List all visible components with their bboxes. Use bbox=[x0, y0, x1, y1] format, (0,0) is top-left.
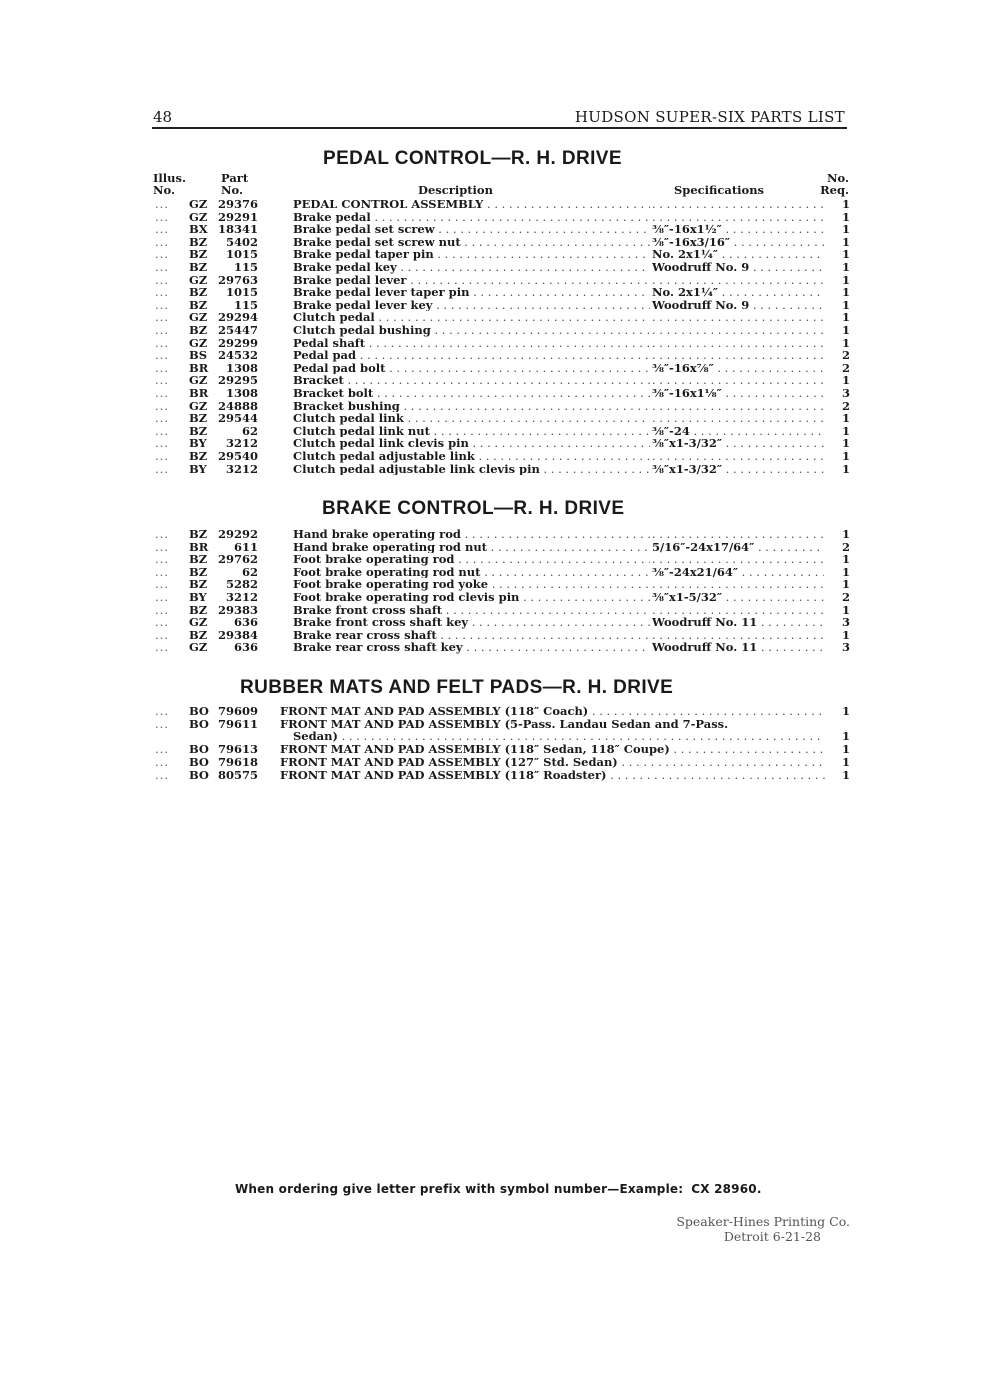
part-prefix: BO bbox=[189, 742, 209, 756]
column-header-part bbox=[221, 172, 248, 196]
part-number: 1308 bbox=[225, 360, 258, 375]
column-header-specifications: Specifications bbox=[674, 183, 765, 197]
illus-no: ... bbox=[155, 297, 169, 312]
specification bbox=[652, 274, 824, 287]
table-row bbox=[0, 616, 995, 629]
description: Clutch pedal link . . . bbox=[293, 412, 650, 425]
illus-no: ... bbox=[155, 552, 169, 567]
illus-no: ... bbox=[155, 423, 169, 438]
table-row bbox=[0, 324, 995, 337]
description: Brake pedal set screw nut . . . bbox=[293, 236, 650, 249]
quantity: 1 bbox=[841, 423, 850, 438]
illus-no: ... bbox=[155, 768, 169, 782]
running-title: HUDSON SUPER-SIX PARTS LIST bbox=[574, 108, 845, 126]
part-number: 1015 bbox=[225, 247, 258, 262]
section-title-pedal-control: PEDAL CONTROL—R. H. DRIVE bbox=[323, 148, 622, 169]
description: Clutch pedal bushing . . . bbox=[293, 324, 650, 337]
column-header-illus-label: Illus. bbox=[153, 171, 186, 185]
part-number: 1308 bbox=[225, 386, 258, 400]
specification bbox=[652, 412, 824, 425]
specification bbox=[652, 553, 824, 566]
description: Foot brake operating rod yoke . . . bbox=[293, 578, 650, 591]
illus-no: ... bbox=[155, 247, 169, 262]
part-number: 29384 bbox=[217, 627, 258, 642]
part-prefix: BR bbox=[189, 386, 209, 400]
quantity: 2 bbox=[841, 398, 850, 413]
description: Clutch pedal link nut . . . bbox=[293, 425, 650, 438]
part-prefix: BZ bbox=[189, 247, 208, 262]
description: Brake pedal . . . bbox=[293, 211, 650, 224]
part-prefix: BZ bbox=[189, 552, 208, 567]
quantity: 3 bbox=[841, 640, 850, 655]
quantity: 1 bbox=[841, 373, 850, 388]
table-row bbox=[0, 463, 995, 476]
specification bbox=[652, 629, 824, 642]
illus-no: ... bbox=[155, 539, 169, 554]
quantity: 1 bbox=[841, 335, 850, 350]
specification: 5/16″-24x17/64″ . . . bbox=[652, 541, 824, 554]
table-row bbox=[0, 756, 995, 769]
table-row bbox=[0, 223, 995, 236]
description: FRONT MAT AND PAD ASSEMBLY (118″ Coach) . . . bbox=[280, 705, 825, 718]
quantity: 1 bbox=[841, 222, 850, 237]
part-prefix: BZ bbox=[189, 234, 208, 249]
quantity: 1 bbox=[841, 197, 850, 211]
description: Foot brake operating rod nut . . . bbox=[293, 566, 650, 579]
quantity: 1 bbox=[841, 461, 850, 476]
part-number: 79618 bbox=[217, 755, 258, 769]
part-number: 24532 bbox=[217, 348, 258, 363]
specification bbox=[652, 211, 824, 224]
part-prefix: BZ bbox=[189, 423, 208, 438]
quantity: 1 bbox=[841, 209, 850, 224]
description: FRONT MAT AND PAD ASSEMBLY (127″ Std. Sedan) . . . bbox=[280, 756, 825, 769]
table-row bbox=[0, 591, 995, 604]
illus-no: ... bbox=[155, 209, 169, 224]
part-number: 18341 bbox=[217, 222, 258, 237]
description: Brake front cross shaft key . . . bbox=[293, 616, 650, 629]
illus-no: ... bbox=[155, 310, 169, 325]
illus-no: ... bbox=[155, 222, 169, 237]
part-prefix: BY bbox=[189, 461, 207, 476]
table-row bbox=[0, 387, 995, 400]
part-number: 29383 bbox=[217, 602, 258, 617]
quantity: 1 bbox=[841, 729, 850, 743]
specification bbox=[652, 374, 824, 387]
description: FRONT MAT AND PAD ASSEMBLY (118″ Sedan, 118″ Coupe) . . . bbox=[280, 743, 825, 756]
section-title-brake-control: BRAKE CONTROL—R. H. DRIVE bbox=[322, 498, 625, 519]
part-prefix: GZ bbox=[189, 335, 208, 350]
specification: ⅜″-24 . . . bbox=[652, 425, 824, 438]
illus-no: ... bbox=[155, 436, 169, 451]
quantity: 1 bbox=[841, 297, 850, 312]
table-row bbox=[0, 641, 995, 654]
description: Brake pedal taper pin . . . bbox=[293, 248, 650, 261]
description: Hand brake operating rod nut . . . bbox=[293, 541, 650, 554]
part-prefix: GZ bbox=[189, 310, 208, 325]
part-number: 29540 bbox=[217, 449, 258, 463]
quantity: 1 bbox=[841, 627, 850, 642]
illus-no: ... bbox=[155, 398, 169, 413]
illus-no: ... bbox=[155, 323, 169, 337]
specification bbox=[652, 578, 824, 591]
part-prefix: GZ bbox=[189, 272, 208, 287]
part-number: 115 bbox=[233, 260, 258, 274]
part-prefix: BO bbox=[189, 755, 209, 769]
quantity: 1 bbox=[841, 449, 850, 463]
description: FRONT MAT AND PAD ASSEMBLY (118″ Roadster) . . . bbox=[280, 769, 825, 782]
description: Brake rear cross shaft key . . . bbox=[293, 641, 650, 654]
ordering-note bbox=[235, 1182, 762, 1196]
printer-imprint: Speaker-Hines Printing Co. bbox=[676, 1214, 850, 1229]
part-number: 29294 bbox=[217, 310, 258, 325]
illus-no: ... bbox=[155, 527, 169, 541]
specification: Woodruff No. 9 . . . bbox=[652, 261, 824, 274]
illus-no: ... bbox=[155, 386, 169, 400]
illus-no: ... bbox=[155, 627, 169, 642]
description: Bracket . . . bbox=[293, 374, 650, 387]
specification: ⅜″-16x3/16″ . . . bbox=[652, 236, 824, 249]
specification bbox=[652, 450, 824, 463]
part-prefix: BY bbox=[189, 436, 207, 451]
part-prefix: BZ bbox=[189, 297, 208, 312]
illus-no: ... bbox=[155, 577, 169, 592]
part-number: 5282 bbox=[225, 577, 258, 592]
illus-no: ... bbox=[155, 335, 169, 350]
ordering-example: CX 28960. bbox=[691, 1182, 762, 1196]
part-number: 3212 bbox=[225, 590, 258, 604]
illus-no: ... bbox=[155, 285, 169, 300]
specification: Woodruff No. 11 . . . bbox=[652, 616, 824, 629]
specification: No. 2x1¼″ . . . bbox=[652, 286, 824, 299]
description: Clutch pedal adjustable link . . . bbox=[293, 450, 650, 463]
part-prefix: BZ bbox=[189, 564, 208, 579]
page-number: 48 bbox=[153, 108, 173, 126]
table-row bbox=[0, 198, 995, 211]
part-prefix: BZ bbox=[189, 627, 208, 642]
illus-no: ... bbox=[155, 373, 169, 388]
part-prefix: BO bbox=[189, 704, 209, 718]
specification: ⅜″-16x1½″ . . . bbox=[652, 223, 824, 236]
part-number: 115 bbox=[233, 297, 258, 312]
illus-no: ... bbox=[155, 197, 169, 211]
specification bbox=[652, 349, 824, 362]
illus-no: ... bbox=[155, 564, 169, 579]
part-prefix: GZ bbox=[189, 209, 208, 224]
quantity: 1 bbox=[841, 310, 850, 325]
part-number: 29544 bbox=[217, 411, 258, 426]
part-number: 79613 bbox=[217, 742, 258, 756]
table-row bbox=[0, 349, 995, 362]
illus-no: ... bbox=[155, 234, 169, 249]
quantity: 1 bbox=[841, 755, 850, 769]
specification bbox=[652, 311, 824, 324]
illus-no: ... bbox=[155, 360, 169, 375]
part-number: 5402 bbox=[225, 234, 258, 249]
column-header-req-no: No. bbox=[827, 171, 849, 185]
part-prefix: BR bbox=[189, 360, 209, 375]
column-header-description: Description bbox=[418, 183, 493, 197]
part-number: 29376 bbox=[217, 197, 258, 211]
part-prefix: BZ bbox=[189, 527, 208, 541]
illus-no: ... bbox=[155, 260, 169, 274]
specification bbox=[652, 400, 824, 413]
specification: ⅜″x1-5/32″ . . . bbox=[652, 591, 824, 604]
specification: ⅜″-16x1⅛″ . . . bbox=[652, 387, 824, 400]
column-header-illus bbox=[153, 172, 186, 196]
description: Brake front cross shaft . . . bbox=[293, 604, 650, 617]
quantity: 1 bbox=[841, 552, 850, 567]
ordering-note-text: When ordering give letter prefix with symbol number—Example: bbox=[235, 1182, 684, 1196]
description: Bracket bolt . . . bbox=[293, 387, 650, 400]
description: Clutch pedal . . . bbox=[293, 311, 650, 324]
part-prefix: BZ bbox=[189, 449, 208, 463]
table-row bbox=[0, 261, 995, 274]
column-header-part-no: No. bbox=[221, 183, 243, 197]
illus-no: ... bbox=[155, 602, 169, 617]
description: Clutch pedal adjustable link clevis pin . . . bbox=[293, 463, 650, 476]
part-prefix: BO bbox=[189, 717, 209, 731]
column-header-req bbox=[812, 172, 849, 196]
part-prefix: GZ bbox=[189, 197, 208, 211]
description-continuation: Sedan) . . . bbox=[293, 730, 825, 743]
table-row bbox=[0, 450, 995, 463]
illus-no: ... bbox=[155, 742, 169, 756]
part-number: 80575 bbox=[217, 768, 258, 782]
specification bbox=[652, 337, 824, 350]
part-number: 79609 bbox=[217, 704, 258, 718]
part-prefix: BZ bbox=[189, 411, 208, 426]
description: Brake pedal lever key . . . bbox=[293, 299, 650, 312]
part-prefix: GZ bbox=[189, 398, 208, 413]
description: Pedal pad bolt . . . bbox=[293, 362, 650, 375]
specification: Woodruff No. 11 . . . bbox=[652, 641, 824, 654]
header-rule bbox=[152, 127, 847, 129]
part-number: 62 bbox=[241, 423, 258, 438]
part-number: 29299 bbox=[217, 335, 258, 350]
part-number: 636 bbox=[233, 615, 258, 630]
table-row bbox=[0, 528, 995, 541]
specification: ⅜″-16x⅞″ . . . bbox=[652, 362, 824, 375]
description: Brake rear cross shaft . . . bbox=[293, 629, 650, 642]
part-number: 25447 bbox=[217, 323, 258, 337]
quantity: 1 bbox=[841, 323, 850, 337]
specification bbox=[652, 198, 824, 211]
quantity: 3 bbox=[841, 615, 850, 630]
part-number: 3212 bbox=[225, 461, 258, 476]
quantity: 1 bbox=[841, 247, 850, 262]
part-prefix: BS bbox=[189, 348, 208, 363]
quantity: 1 bbox=[841, 411, 850, 426]
table-row bbox=[0, 705, 995, 718]
quantity: 1 bbox=[841, 564, 850, 579]
description: Brake pedal set screw . . . bbox=[293, 223, 650, 236]
part-prefix: GZ bbox=[189, 640, 208, 655]
quantity: 1 bbox=[841, 704, 850, 718]
illus-no: ... bbox=[155, 717, 169, 731]
table-row bbox=[0, 769, 995, 782]
illus-no: ... bbox=[155, 590, 169, 604]
description: Clutch pedal link clevis pin . . . bbox=[293, 437, 650, 450]
quantity: 1 bbox=[841, 742, 850, 756]
description: Brake pedal key . . . bbox=[293, 261, 650, 274]
illus-no: ... bbox=[155, 348, 169, 363]
specification: ⅜″x1-3/32″ . . . bbox=[652, 463, 824, 476]
part-number: 29762 bbox=[217, 552, 258, 567]
specification: No. 2x1¼″ . . . bbox=[652, 248, 824, 261]
description: Brake pedal lever taper pin . . . bbox=[293, 286, 650, 299]
part-prefix: GZ bbox=[189, 615, 208, 630]
specification: Woodruff No. 9 . . . bbox=[652, 299, 824, 312]
part-number: 3212 bbox=[225, 436, 258, 451]
description: Brake pedal lever . . . bbox=[293, 274, 650, 287]
part-number: 29295 bbox=[217, 373, 258, 388]
quantity: 1 bbox=[841, 285, 850, 300]
part-prefix: BY bbox=[189, 590, 207, 604]
description: Foot brake operating rod . . . bbox=[293, 553, 650, 566]
part-prefix: BO bbox=[189, 768, 209, 782]
illus-no: ... bbox=[155, 461, 169, 476]
part-prefix: GZ bbox=[189, 373, 208, 388]
part-prefix: BZ bbox=[189, 323, 208, 337]
specification bbox=[652, 324, 824, 337]
part-number: 29763 bbox=[217, 272, 258, 287]
quantity: 1 bbox=[841, 602, 850, 617]
part-prefix: BZ bbox=[189, 577, 208, 592]
description: Pedal shaft . . . bbox=[293, 337, 650, 350]
description: Foot brake operating rod clevis pin . . . bbox=[293, 591, 650, 604]
quantity: 1 bbox=[841, 234, 850, 249]
description: Hand brake operating rod . . . bbox=[293, 528, 650, 541]
table-row-continuation bbox=[0, 730, 995, 743]
part-number: 79611 bbox=[217, 717, 258, 731]
part-prefix: BZ bbox=[189, 260, 208, 274]
specification: ⅜″-24x21/64″ . . . bbox=[652, 566, 824, 579]
illus-no: ... bbox=[155, 704, 169, 718]
illus-no: ... bbox=[155, 449, 169, 463]
table-row bbox=[0, 286, 995, 299]
illus-no: ... bbox=[155, 272, 169, 287]
illus-no: ... bbox=[155, 615, 169, 630]
quantity: 2 bbox=[841, 360, 850, 375]
column-header-req-label: Req. bbox=[820, 183, 849, 197]
specification bbox=[652, 604, 824, 617]
description: Bracket bushing . . . bbox=[293, 400, 650, 413]
quantity: 3 bbox=[841, 386, 850, 400]
quantity: 1 bbox=[841, 768, 850, 782]
part-prefix: BZ bbox=[189, 602, 208, 617]
quantity: 1 bbox=[841, 527, 850, 541]
part-number: 29292 bbox=[217, 527, 258, 541]
illus-no: ... bbox=[155, 411, 169, 426]
column-header-illus-no: No. bbox=[153, 183, 175, 197]
specification bbox=[652, 528, 824, 541]
part-prefix: BX bbox=[189, 222, 208, 237]
printer-location-date: Detroit 6-21-28 bbox=[723, 1229, 821, 1244]
part-prefix: BR bbox=[189, 539, 209, 554]
column-header-part-label: Part bbox=[221, 171, 249, 185]
quantity: 1 bbox=[841, 577, 850, 592]
part-number: 636 bbox=[233, 640, 258, 655]
illus-no: ... bbox=[155, 640, 169, 655]
quantity: 1 bbox=[841, 436, 850, 451]
description: FRONT MAT AND PAD ASSEMBLY (5-Pass. Landau Sedan and 7-Pass. bbox=[280, 718, 729, 731]
description: PEDAL CONTROL ASSEMBLY . . . bbox=[293, 198, 650, 211]
quantity: 2 bbox=[841, 348, 850, 363]
part-number: 62 bbox=[241, 564, 258, 579]
quantity: 2 bbox=[841, 539, 850, 554]
table-row bbox=[0, 412, 995, 425]
part-number: 1015 bbox=[225, 285, 258, 300]
quantity: 1 bbox=[841, 272, 850, 287]
quantity: 1 bbox=[841, 260, 850, 274]
part-number: 29291 bbox=[217, 209, 258, 224]
table-row bbox=[0, 743, 995, 756]
description: Pedal pad . . . bbox=[293, 349, 650, 362]
part-number: 24888 bbox=[217, 398, 258, 413]
part-prefix: BZ bbox=[189, 285, 208, 300]
specification: ⅜″x1-3/32″ . . . bbox=[652, 437, 824, 450]
illus-no: ... bbox=[155, 755, 169, 769]
table-row bbox=[0, 553, 995, 566]
section-title-rubber-mats: RUBBER MATS AND FELT PADS—R. H. DRIVE bbox=[240, 677, 674, 698]
part-number: 611 bbox=[233, 539, 258, 554]
quantity: 2 bbox=[841, 590, 850, 604]
